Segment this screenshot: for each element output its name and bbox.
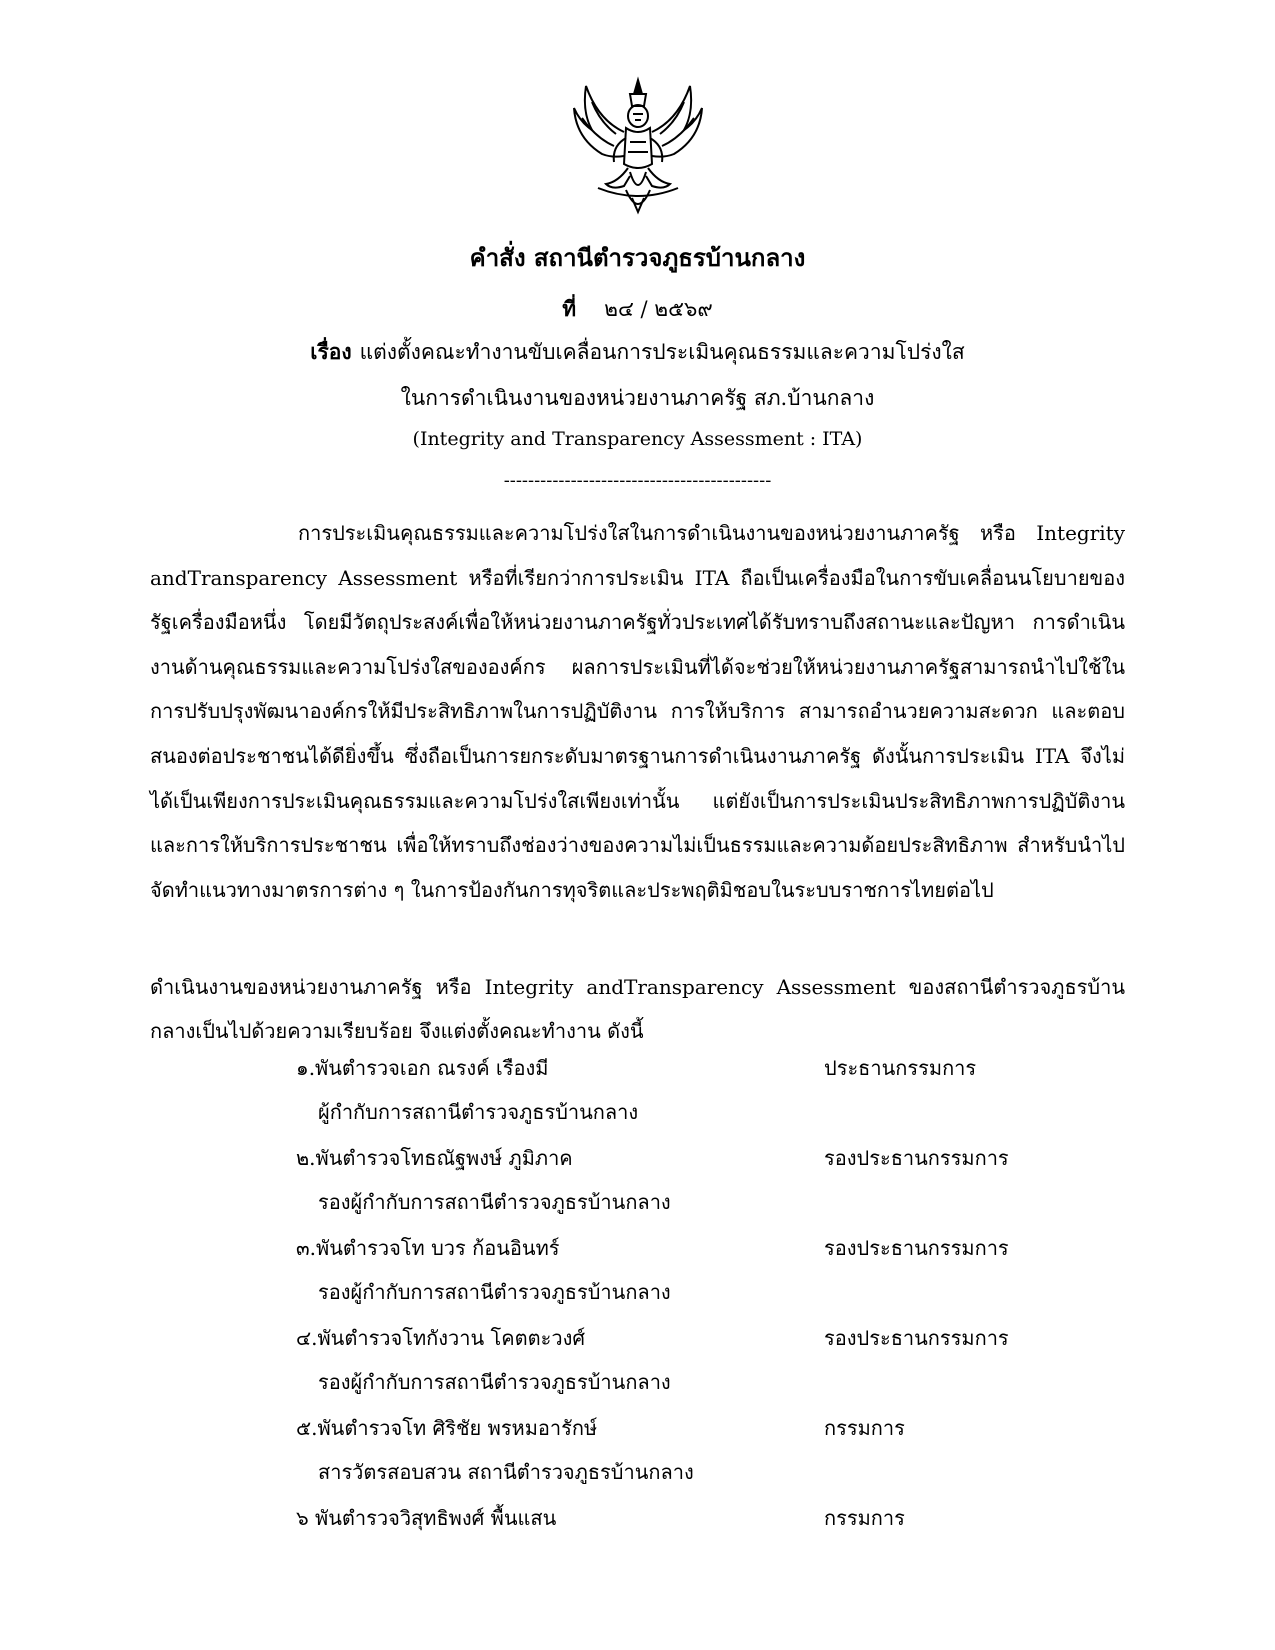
order-title: คำสั่ง สถานีตำรวจภูธรบ้านกลาง [469, 243, 806, 272]
subject-line [0, 336, 1275, 369]
member-role: ประธานกรรมการ [824, 1056, 977, 1080]
member-role: กรรมการ [824, 1506, 905, 1530]
subject-label: เรื่อง [310, 339, 352, 364]
subject-line-2: ในการดำเนินงานของหน่วยงานภาครัฐ สภ.บ้านกลาง [400, 386, 875, 410]
body-paragraph-1: การประเมินคุณธรรมและความโปร่งใสในการดำเนินงานของหน่วยงานภาครัฐ หรือ Integrity andTransparency Assessment หรือที่เรียกว่าการประเมิน ITA ถือเป็นเครื่องมือในการขับเคลื่อนนโยบายของรัฐเครื่องมือหนึ่ง โดยมีวัตถุประสงค์เพื่อให้หน่วยงานภาครัฐทั่วประเทศได้รับทราบถึงสถานะและปัญหา การดำเนินงานด้านคุณธรรมและความโปร่งใสขององค์กร ผลการประเมินที่ได้จะช่วยให้หน่วยงานภาครัฐสามารถนำไปใช้ในการปรับปรุงพัฒนาองค์กรให้มีประสิทธิภาพในการปฏิบัติงาน การให้บริการ สามารถอำนวยความสะดวก และตอบสนองต่อประชาชนได้ดียิ่งขึ้น ซึ่งถือเป็นการยกระดับมาตรฐานการดำเนินงานภาครัฐ ดังนั้นการประเมิน ITA จึงไม่ได้เป็นเพียงการประเมินคุณธรรมและความโปร่งใสเพียงเท่านั้น แต่ยังเป็นการประเมินประสิทธิภาพการปฏิบัติงาน และการให้บริการประชาชน เพื่อให้ทราบถึงช่องว่างของความไม่เป็นธรรมและความด้อยประสิทธิภาพ สำหรับนำไปจัดทำแนวทางมาตรการต่าง ๆ ในการป้องกันการทุจริตและประพฤติมิชอบในระบบราชการไทยต่อไป [150, 521, 1125, 902]
member-role: รองประธานกรรมการ [824, 1326, 1009, 1350]
member-role: รองประธานกรรมการ [824, 1146, 1009, 1170]
order-number [0, 293, 1275, 326]
subject-text: แต่งตั้งคณะทำงานขับเคลื่อนการประเมินคุณธรรมและความโปร่งใส [359, 340, 965, 364]
member-role: รองประธานกรรมการ [824, 1236, 1009, 1260]
divider-rule: -------------------------------------------- [503, 470, 772, 491]
member-position: รองผู้กำกับการสถานีตำรวจภูธรบ้านกลาง [318, 1370, 671, 1394]
member-item [296, 1232, 1096, 1322]
member-position: รองผู้กำกับการสถานีตำรวจภูธรบ้านกลาง [318, 1280, 671, 1304]
number-label: ที่ [562, 296, 577, 321]
member-name: ๑.พันตำรวจเอก ณรงค์ เรืองมี [296, 1056, 549, 1080]
member-role: กรรมการ [824, 1416, 905, 1440]
member-position: รองผู้กำกับการสถานีตำรวจภูธรบ้านกลาง [318, 1190, 671, 1214]
subject-line-3: (Integrity and Transparency Assessment : ITA) [412, 428, 863, 450]
member-item [296, 1412, 1096, 1502]
member-position: สารวัตรสอบสวน สถานีตำรวจภูธรบ้านกลาง [318, 1460, 694, 1484]
member-name: ๖ พันตำรวจวิสุทธิพงศ์ พื้นแสน [296, 1506, 557, 1530]
member-item [296, 1052, 1096, 1142]
committee-list [296, 1052, 1096, 1592]
number-value: ๒๔ / ๒๕๖๙ [604, 297, 713, 321]
member-name: ๒.พันตำรวจโทธณัฐพงษ์ ภูมิภาค [296, 1146, 573, 1170]
member-item [296, 1142, 1096, 1232]
body-paragraph-2: ดำเนินงานของหน่วยงานภาครัฐ หรือ Integrity andTransparency Assessment ของสถานีตำรวจภูธรบ้านกลางเป็นไปด้วยความเรียบร้อย จึงแต่งตั้งคณะทำงาน ดังนี้ [150, 975, 1125, 1043]
garuda-emblem-icon [568, 72, 708, 220]
member-name: ๓.พันตำรวจโท บวร ก้อนอินทร์ [296, 1236, 560, 1260]
member-name: ๕.พันตำรวจโท ศิริชัย พรหมอารักษ์ [296, 1416, 598, 1440]
member-item [296, 1322, 1096, 1412]
member-name: ๔.พันตำรวจโทกังวาน โคตตะวงศ์ [296, 1326, 586, 1350]
member-item [296, 1502, 1096, 1592]
member-position: ผู้กำกับการสถานีตำรวจภูธรบ้านกลาง [318, 1100, 639, 1124]
